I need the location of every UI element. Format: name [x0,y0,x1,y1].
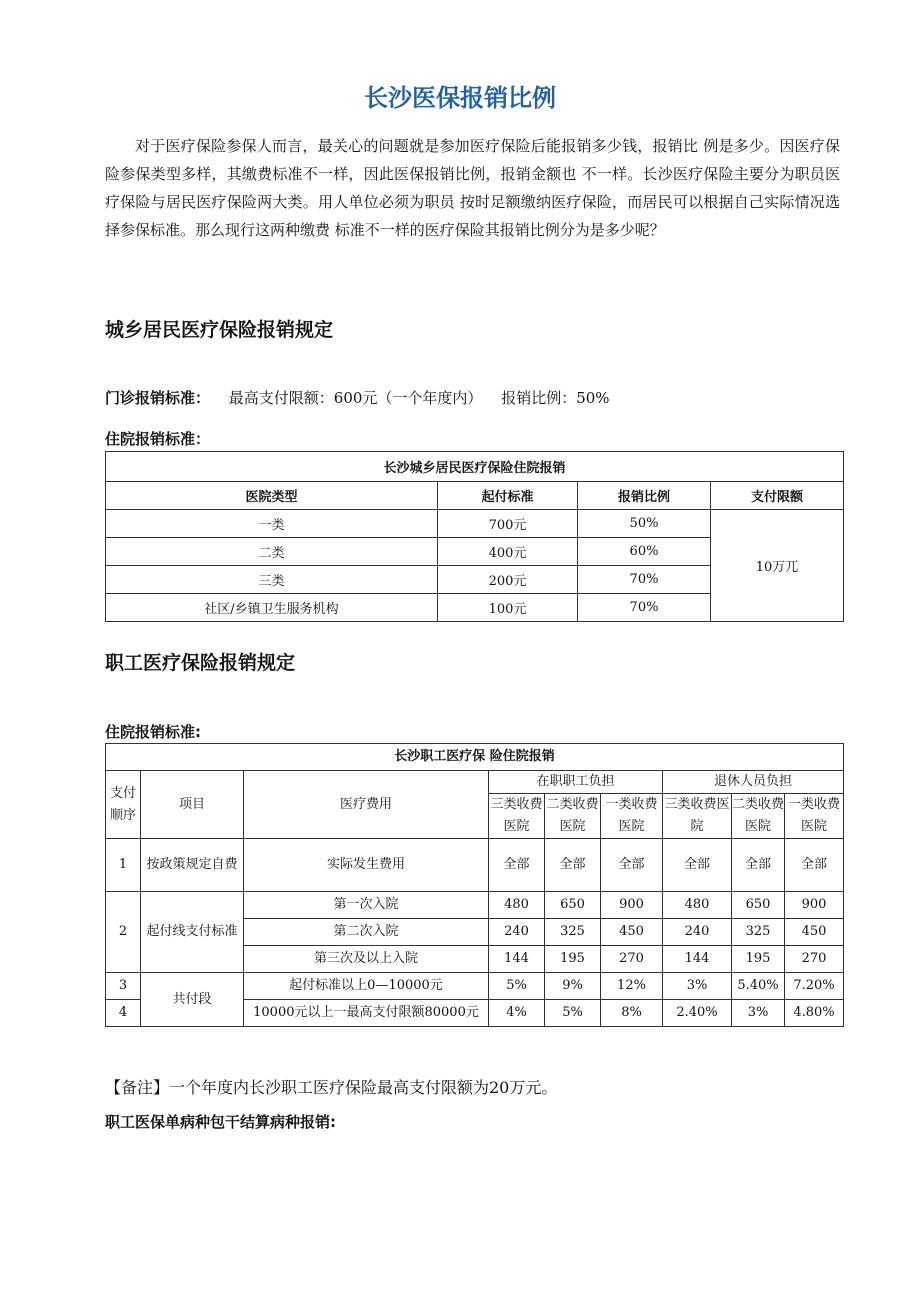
value-cell: 325 [732,919,785,946]
hospital-type: 二类 [106,538,438,566]
cost-cell: 第二次入院 [244,919,489,946]
inpatient-label-2: 住院报销标准: [105,723,201,741]
section1-heading: 城乡居民医疗保险报销规定 [105,319,334,341]
payment-limit: 10万兀 [711,510,844,622]
value-cell: 270 [785,946,844,973]
value-cell: 240 [489,919,545,946]
order-cell: 1 [106,839,141,892]
value-cell: 144 [489,946,545,973]
item-cell: 共付段 [141,973,244,1027]
intro-paragraph: 对于医疗保险参保人而言，最关心的问题就是参加医疗保险后能报销多少钱，报销比 例是多少。因医疗保险参保类型多样，其缴费标准不一样，因此医保报销比例，报销金额也 不一样。长沙医疗保险主要分为职员医疗保险与居民医疗保险两大类。用人单位必须为职员 按时足额缴纳医疗保险，而居民可以根据自己实际情况选择参保标准。那么现行这两种缴费 标准不一样的医疗保险其报销比例分为是多少呢？ [105,137,840,239]
sub-header: 一类收费医院 [785,794,844,839]
threshold: 400元 [438,538,578,566]
sub-header: 三类收费医院 [663,794,732,839]
hospital-type: 一类 [106,510,438,538]
table-header: 起付标准 [438,482,578,510]
value-cell: 4.80% [785,1000,844,1027]
single-disease-label: 职工医保单病种包干结算病种报销: [105,1113,337,1131]
value-cell: 3% [732,1000,785,1027]
order-cell: 4 [106,1000,141,1027]
value-cell: 8% [601,1000,663,1027]
value-cell: 2.40% [663,1000,732,1027]
outpatient-label: 门诊报销标准： [105,389,211,407]
value-cell: 240 [663,919,732,946]
value-cell: 3% [663,973,732,1000]
inpatient-label-1: 住院报销标准： [105,430,211,448]
item-cell: 起付线支付标准 [141,892,244,973]
order-cell: 3 [106,973,141,1000]
cost-cell: 第三次及以上入院 [244,946,489,973]
table-row [106,839,844,892]
value-cell: 全部 [545,839,601,892]
value-cell: 全部 [489,839,545,892]
outpatient-ratio: 报销比例：50% [501,389,610,407]
table-row [106,510,844,538]
threshold: 200元 [438,566,578,594]
col-order-header: 支付顺序 [106,771,141,839]
sub-header: 二类收费医院 [545,794,601,839]
group-employed-header: 在职职工负担 [489,771,663,794]
ratio: 60% [578,538,711,566]
value-cell: 650 [545,892,601,919]
table-header: 支付限额 [711,482,844,510]
value-cell: 5% [489,973,545,1000]
order-cell: 2 [106,892,141,973]
value-cell: 7.20% [785,973,844,1000]
value-cell: 195 [545,946,601,973]
hospital-type: 三类 [106,566,438,594]
value-cell: 5.40% [732,973,785,1000]
value-cell: 195 [732,946,785,973]
value-cell: 900 [785,892,844,919]
remark-note: 【备注】一个年度内长沙职工医疗保险最高支付限额为20万元。 [105,1078,558,1097]
section2-heading: 职工医疗保险报销规定 [105,652,296,674]
group-retired-header: 退休人员负担 [663,771,844,794]
value-cell: 480 [489,892,545,919]
value-cell: 650 [732,892,785,919]
value-cell: 450 [785,919,844,946]
value-cell: 450 [601,919,663,946]
value-cell: 144 [663,946,732,973]
value-cell: 4% [489,1000,545,1027]
sub-header: 三类收费医院 [489,794,545,839]
value-cell: 325 [545,919,601,946]
col-item-header: 项目 [141,771,244,839]
threshold: 100元 [438,594,578,622]
hospital-type: 社区/乡镇卫生服务机构 [106,594,438,622]
table-caption: 长沙城乡居民医疗保险住院报销 [106,452,844,482]
outpatient-limit: 最高支付限额：600元（一个年度内） [228,389,483,407]
value-cell: 900 [601,892,663,919]
value-cell: 全部 [601,839,663,892]
resident-inpatient-table [105,451,844,622]
sub-header: 二类收费医院 [732,794,785,839]
table-header: 报销比例 [578,482,711,510]
threshold: 700元 [438,510,578,538]
table-header: 医院类型 [106,482,438,510]
outpatient-standard [105,387,610,408]
value-cell: 全部 [663,839,732,892]
cost-cell: 10000元以上一最高支付限额80000元 [244,1000,489,1027]
ratio: 70% [578,594,711,622]
employee-inpatient-table [105,743,844,1027]
table-row [106,892,844,919]
cost-cell: 第一次入院 [244,892,489,919]
value-cell: 270 [601,946,663,973]
page-title: 长沙医保报销比例 [364,84,556,112]
value-cell: 全部 [785,839,844,892]
value-cell: 480 [663,892,732,919]
table-caption: 长沙职工医疗保 险住院报销 [106,744,844,771]
col-cost-header: 医疗费用 [244,771,489,839]
sub-header: 一类收费医院 [601,794,663,839]
value-cell: 9% [545,973,601,1000]
value-cell: 5% [545,1000,601,1027]
ratio: 70% [578,566,711,594]
value-cell: 12% [601,973,663,1000]
item-cell: 按政策规定自费 [141,839,244,892]
ratio: 50% [578,510,711,538]
table-row [106,973,844,1000]
cost-cell: 起付标准以上0—10000元 [244,973,489,1000]
cost-cell: 实际发生费用 [244,839,489,892]
value-cell: 全部 [732,839,785,892]
